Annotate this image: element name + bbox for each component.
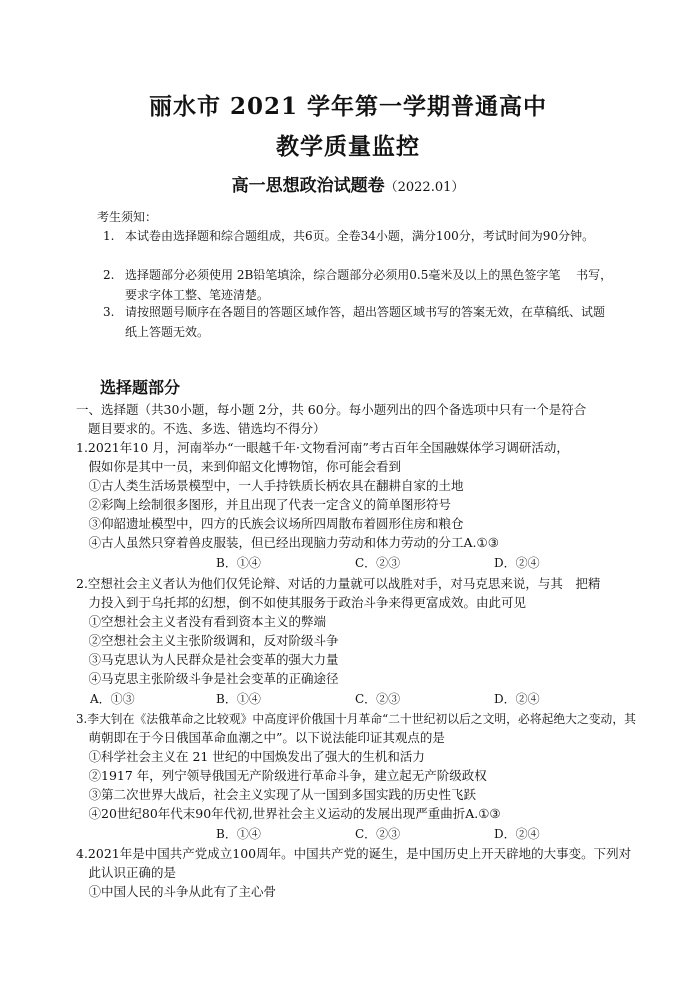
question-1-options [90, 554, 570, 572]
question-3-line: ①科学社会主义在 21 世纪的中国焕发出了强大的生机和活力 [76, 749, 425, 764]
option: B．①④ [216, 827, 261, 841]
option: C．②③ [355, 827, 401, 841]
question-4-line: ①中国人民的斗争从此有了主心骨 [76, 884, 277, 899]
section-title: 选择题部分 [100, 378, 181, 397]
question-4-line: 此认识正确的是 [76, 865, 177, 880]
option: A．①③ [90, 692, 135, 706]
question-2-options [90, 690, 570, 708]
exam-subtitle [0, 171, 696, 196]
question-1-line: 假如你是其中一员，来到仰韶文化博物馆，你可能会看到 [76, 459, 402, 474]
subject-title: 高一思想政治试题卷 [231, 176, 385, 196]
question-3-line: ②1917 年，列宁领导俄国无产阶级进行革命斗争，建立起无产阶级政权 [76, 768, 487, 783]
question-2-line: ③马克思认为人民群众是社会变革的强大力量 [76, 652, 339, 667]
exam-title-line1: 丽水市 2021 学年第一学期普通高中 [148, 93, 548, 120]
question-2-line: 力投入到于乌托邦的幻想，倒不如使其服务于政治斗争来得更富成效。由此可见 [76, 595, 527, 610]
question-3-line: 萌朝即在于今日俄国革命血潮之中”。以下说法能印证其观点的是 [76, 730, 445, 745]
option: B．①④ [216, 692, 261, 706]
notice-number: 2. [103, 268, 115, 282]
question-1-line: ④古人虽然只穿着兽皮服装，但已经出现脑力劳动和体力劳动的分工A.①③ [76, 535, 499, 550]
question-4-line: 4.2021年是中国共产党成立100周年。中国共产党的诞生，是中国历史上开天辟地的大事变。下列对 [76, 846, 632, 861]
option: B．①④ [216, 556, 261, 570]
question-2-line: ④马克思主张阶级斗争是社会变革的正确途径 [76, 671, 339, 686]
option: D．②④ [494, 827, 540, 841]
notice-number: 3. [103, 305, 115, 319]
notice-text: 选择题部分必须使用 2B铅笔填涂，综合题部分必须用0.5毫米及以上的黑色签字笔 书写，要求字体工整、笔迹清楚。 [125, 268, 613, 302]
section-intro: 一、选择题（共30小题，每小题 2分，共 60分。每小题列出的四个备选项中只有一个是符合 [76, 402, 587, 417]
notice-item [103, 226, 613, 246]
option: D．②④ [494, 556, 540, 570]
notice-text: 请按照题号顺序在各题目的答题区域作答，超出答题区域书写的答案无效，在草稿纸、试题纸上答题无效。 [125, 305, 606, 339]
question-3-line: ④20世纪80年代末90年代初,世界社会主义运动的发展出现严重曲折A.①③ [76, 806, 501, 821]
question-2-line: ①空想社会主义者没有看到资本主义的弊端 [76, 614, 327, 629]
question-1-line: ③仰韶遗址模型中，四方的氏族会议场所四周散布着圆形住房和粮仓 [76, 516, 464, 531]
notice-title: 考生须知： [97, 210, 158, 224]
question-1-line: ②彩陶上绘制很多图形，并且出现了代表一定含义的简单图形符号 [76, 497, 452, 512]
question-3-line: ③第二次世界大战后，社会主义实现了从一国到多国实践的历史性飞跃 [76, 787, 477, 802]
option: D．②④ [494, 692, 540, 706]
question-1-line: 1.2021年10 月，河南举办“一眼越千年·文物看河南”考古百年全国融媒体学习调研活动， [76, 440, 569, 455]
question-3-options [90, 825, 570, 843]
notice-item [103, 302, 613, 342]
notice-item [103, 265, 613, 305]
notice-text: 本试卷由选择题和综合题组成，共6页。全卷34小题，满分100分，考试时间为90分钟。 [125, 229, 595, 243]
question-1-line: ①古人类生活场景模型中，一人手持铁质长柄农具在翻耕自家的土地 [76, 478, 464, 493]
section-intro: 题目要求的。不选、多选、错选均不得分） [88, 421, 326, 436]
exam-title-line2: 教学质量监控 [276, 133, 420, 160]
notice-number: 1. [103, 229, 115, 243]
question-3-line: 3.李大钊在《法俄革命之比较观》中高度评价俄国十月革命“二十世纪初以后之文明，必将起绝大之变动，其 [76, 712, 636, 726]
option: C．②③ [355, 556, 401, 570]
question-2-line: 2.空想社会主义者认为他们仅凭论辩、对话的力量就可以战胜对手，对马克思来说，与其 把精 [76, 576, 601, 591]
exam-date: （2022.01） [384, 180, 465, 195]
question-2-line: ②空想社会主义主张阶级调和，反对阶级斗争 [76, 633, 339, 648]
option: C．②③ [355, 692, 401, 706]
